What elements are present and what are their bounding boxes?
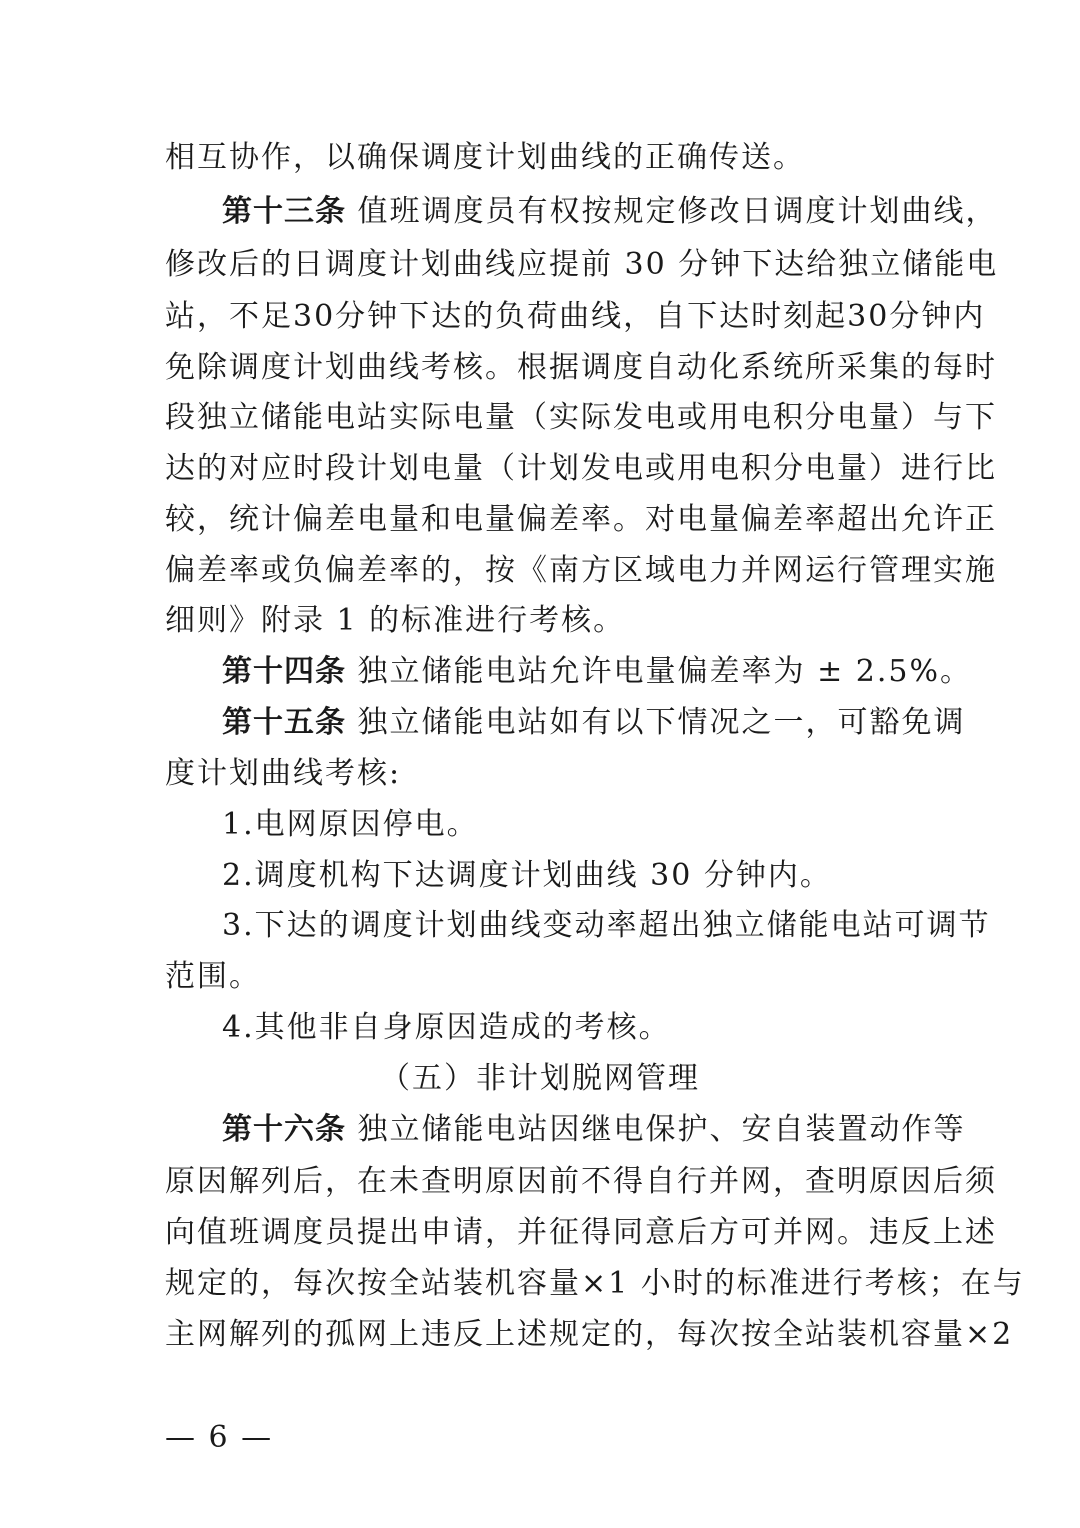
list-item: 4.其他非自身原因造成的考核。 xyxy=(222,1010,671,1045)
list-item: 3.下达的调度计划曲线变动率超出独立储能电站可调节 xyxy=(222,908,991,943)
paragraph-line: 偏差率或负偏差率的，按《南方区域电力并网运行管理实施 xyxy=(165,553,997,588)
article-16-line: 第十六条 独立储能电站因继电保护、安自装置动作等 xyxy=(222,1112,966,1147)
section-heading: （五）非计划脱网管理 xyxy=(380,1061,700,1096)
article-13-line: 第十三条 值班调度员有权按规定修改日调度计划曲线， xyxy=(222,194,998,229)
paragraph-line: 原因解列后，在未查明原因前不得自行并网，查明原因后须 xyxy=(165,1164,997,1199)
paragraph-line: 修改后的日调度计划曲线应提前 30 分钟下达给独立储能电 xyxy=(165,247,999,282)
paragraph-line: 主网解列的孤网上违反上述规定的，每次按全站装机容量×2 xyxy=(165,1317,1014,1352)
paragraph-line: 规定的，每次按全站装机容量×1 小时的标准进行考核；在与 xyxy=(165,1266,1025,1301)
article-number: 第十四条 xyxy=(222,654,346,689)
paragraph-line: 范围。 xyxy=(165,959,261,994)
article-number: 第十三条 xyxy=(222,194,346,229)
paragraph-line: 站，不足30分钟下达的负荷曲线，自下达时刻起30分钟内 xyxy=(165,299,986,334)
paragraph-line: 相互协作，以确保调度计划曲线的正确传送。 xyxy=(165,140,805,175)
article-15-line: 第十五条 独立储能电站如有以下情况之一，可豁免调 xyxy=(222,705,966,740)
paragraph-line: 段独立储能电站实际电量（实际发电或用电积分电量）与下 xyxy=(165,400,997,435)
paragraph-line: 较，统计偏差电量和电量偏差率。对电量偏差率超出允许正 xyxy=(165,502,997,537)
list-item: 2.调度机构下达调度计划曲线 30 分钟内。 xyxy=(222,858,832,893)
paragraph-line: 度计划曲线考核: xyxy=(165,756,402,791)
paragraph-line: 细则》附录 1 的标准进行考核。 xyxy=(165,603,626,638)
paragraph-line: 免除调度计划曲线考核。根据调度自动化系统所采集的每时 xyxy=(165,350,997,385)
list-item: 1.电网原因停电。 xyxy=(222,807,479,842)
article-14-line: 第十四条 独立储能电站允许电量偏差率为 ± 2.5%。 xyxy=(222,654,972,689)
article-number: 第十五条 xyxy=(222,705,346,740)
paragraph-line: 达的对应时段计划电量（计划发电或用电积分电量）进行比 xyxy=(165,451,997,486)
page-number: — 6 — xyxy=(165,1420,274,1455)
paragraph-line: 向值班调度员提出申请，并征得同意后方可并网。违反上述 xyxy=(165,1215,997,1250)
article-number: 第十六条 xyxy=(222,1112,346,1147)
